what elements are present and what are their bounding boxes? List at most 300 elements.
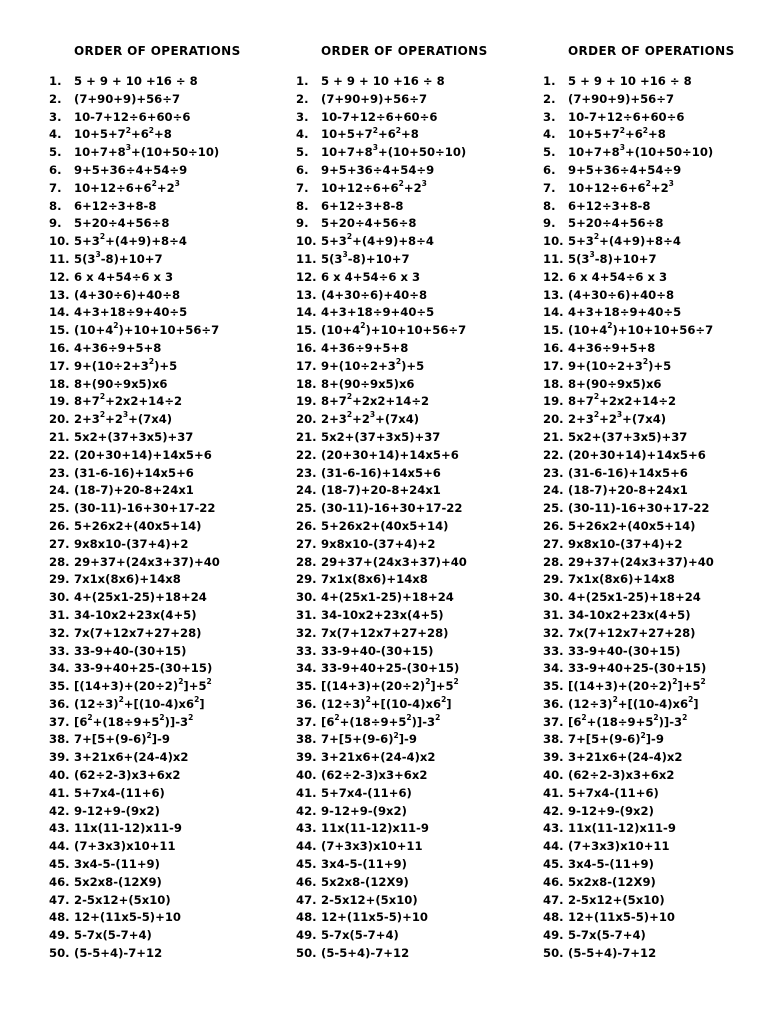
problem-item (543, 304, 714, 322)
problem-expression: $9+(10\div 2+3^2)+5$ (568, 356, 672, 373)
problem-item (543, 874, 714, 892)
problem-item (49, 233, 220, 251)
problem-number: 32. (543, 625, 564, 640)
problem-number: 14. (543, 305, 564, 320)
problem-expression: 8+(90÷9x5)x6 (321, 376, 415, 391)
problem-number: 3. (296, 109, 309, 124)
column-title: ORDER OF OPERATIONS (74, 44, 241, 58)
problem-expression: 5 + 9 + 10 +16 ÷ 8 (568, 74, 692, 88)
problem-expression: 2-5x12+(5x10) (321, 892, 418, 907)
problem-item (543, 767, 714, 785)
problem-expression: (7+90+9)+56÷7 (321, 91, 428, 106)
problem-expression: 5+26x2+(40x5+14) (74, 518, 202, 533)
problem-expression: 33-9+40-(30+15) (568, 643, 681, 658)
problem-expression: 33-9+40+25-(30+15) (321, 661, 460, 676)
problem-number: 42. (49, 803, 70, 818)
problem-item (296, 803, 467, 821)
problem-item (296, 927, 467, 945)
problem-expression: 7x1x(8x6)+14x8 (568, 572, 675, 587)
problem-expression: 7x(7+12x7+27+28) (321, 625, 449, 640)
problem-item (543, 856, 714, 874)
problem-number: 46. (543, 874, 564, 889)
problem-item (296, 109, 467, 127)
problem-expression: 5-7x(5-7+4) (74, 928, 152, 943)
problem-expression: (5-5+4)-7+12 (321, 946, 410, 961)
problem-item (543, 820, 714, 838)
column-title: ORDER OF OPERATIONS (321, 44, 488, 58)
problem-number: 44. (296, 839, 317, 854)
column-title: ORDER OF OPERATIONS (568, 44, 735, 58)
problem-item (49, 749, 220, 767)
problem-item (49, 767, 220, 785)
problem-number: 11. (49, 251, 70, 266)
problem-item (49, 215, 220, 233)
problem-number: 50. (543, 946, 564, 961)
problem-number: 45. (49, 857, 70, 872)
problem-number: 28. (543, 554, 564, 569)
problem-number: 30. (49, 590, 70, 605)
problem-item (543, 536, 714, 554)
problem-item (49, 625, 220, 643)
problem-expression: 9x8x10-(37+4)+2 (568, 536, 683, 551)
problem-number: 23. (296, 465, 317, 480)
problem-item (296, 856, 467, 874)
problem-number: 6. (296, 162, 309, 177)
problem-item (543, 589, 714, 607)
problem-item (296, 465, 467, 483)
problem-number: 23. (543, 465, 564, 480)
problem-item (543, 251, 714, 269)
problem-expression: 5+20÷4+56÷8 (568, 216, 664, 231)
problem-expression: (4+30÷6)+40÷8 (74, 287, 181, 302)
problem-number: 35. (296, 679, 317, 694)
problem-number: 38. (296, 732, 317, 747)
problem-number: 2. (49, 91, 62, 106)
problem-number: 24. (296, 483, 317, 498)
problem-item (543, 411, 714, 429)
problem-item (49, 269, 220, 287)
problem-number: 45. (296, 857, 317, 872)
problem-expression: 9x8x10-(37+4)+2 (74, 536, 189, 551)
problem-expression: $10+12\div 6+6^2+2^3$ (74, 178, 180, 195)
problem-expression: 12+(11x5-5)+10 (321, 910, 428, 925)
problem-number: 15. (543, 323, 564, 338)
problem-number: 4. (49, 127, 62, 142)
problem-expression: 10-7+12÷6+60÷6 (74, 109, 191, 124)
problem-item (543, 803, 714, 821)
problem-number: 48. (49, 910, 70, 925)
problem-item (296, 251, 467, 269)
problem-item (543, 198, 714, 216)
problem-expression: 5+7x4-(11+6) (568, 785, 659, 800)
problem-expression: 11x(11-12)x11-9 (74, 821, 182, 836)
problem-number: 50. (296, 946, 317, 961)
problem-item (543, 447, 714, 465)
problem-number: 11. (543, 251, 564, 266)
problem-item (49, 874, 220, 892)
problem-number: 13. (543, 287, 564, 302)
problem-item (296, 429, 467, 447)
problem-item (49, 447, 220, 465)
problem-item (543, 393, 714, 411)
problem-number: 34. (296, 661, 317, 676)
problem-item (49, 73, 220, 91)
problem-expression: 5+20÷4+56÷8 (321, 216, 417, 231)
problem-item (49, 892, 220, 910)
problem-item (296, 376, 467, 394)
problem-expression: (31-6-16)+14x5+6 (321, 465, 441, 480)
problem-number: 27. (49, 536, 70, 551)
problem-number: 49. (49, 928, 70, 943)
problem-number: 39. (543, 750, 564, 765)
problem-expression: 5x2x8-(12X9) (321, 874, 409, 889)
problem-item (49, 518, 220, 536)
problem-item (296, 287, 467, 305)
problem-expression: $(10+4^2)+10+10+56\div 7$ (321, 321, 467, 338)
problem-item (49, 109, 220, 127)
problem-item (543, 678, 714, 696)
problem-item (49, 322, 220, 340)
problem-item (543, 233, 714, 251)
problem-number: 15. (296, 323, 317, 338)
problem-item (49, 500, 220, 518)
problem-expression: 2-5x12+(5x10) (74, 892, 171, 907)
problem-number: 50. (49, 946, 70, 961)
problem-expression: 29+37+(24x3+37)+40 (568, 554, 714, 569)
problem-number: 46. (49, 874, 70, 889)
problem-item (49, 162, 220, 180)
problem-item (543, 927, 714, 945)
problem-item (543, 180, 714, 198)
problem-item (296, 393, 467, 411)
problem-expression: 9+5+36÷4+54÷9 (321, 162, 435, 177)
problem-expression: 12+(11x5-5)+10 (74, 910, 181, 925)
problem-number: 17. (543, 358, 564, 373)
problem-expression: 9-12+9-(9x2) (74, 803, 160, 818)
problem-number: 11. (296, 251, 317, 266)
problem-item (49, 945, 220, 963)
problem-item (49, 678, 220, 696)
problem-item (543, 945, 714, 963)
problem-expression: 6+12÷3+8-8 (321, 198, 404, 213)
problem-item (296, 73, 467, 91)
problem-expression: 7x(7+12x7+27+28) (74, 625, 202, 640)
problem-item (49, 144, 220, 162)
problem-number: 10. (296, 234, 317, 249)
problem-number: 28. (49, 554, 70, 569)
problem-number: 47. (296, 892, 317, 907)
problem-expression: 5x2+(37+3x5)+37 (74, 429, 194, 444)
problem-number: 4. (543, 127, 556, 142)
problem-number: 42. (296, 803, 317, 818)
problem-item (296, 518, 467, 536)
problem-number: 1. (49, 74, 62, 88)
problem-expression: 7x1x(8x6)+14x8 (74, 572, 181, 587)
problem-number: 43. (49, 821, 70, 836)
problem-list (49, 73, 220, 963)
problem-number: 18. (49, 376, 70, 391)
problem-number: 6. (49, 162, 62, 177)
problem-expression: 10-7+12÷6+60÷6 (568, 109, 685, 124)
problem-expression: $5+3^2+(4+9)+8\div 4$ (568, 232, 681, 249)
problem-item (296, 144, 467, 162)
problem-number: 42. (543, 803, 564, 818)
problem-item (296, 340, 467, 358)
problem-item (49, 482, 220, 500)
problem-number: 24. (543, 483, 564, 498)
problem-number: 37. (543, 714, 564, 729)
problem-expression: $2+3^2+2^3+(7x4)$ (321, 410, 420, 427)
problem-number: 26. (296, 518, 317, 533)
problem-item (49, 304, 220, 322)
problem-expression: 6 x 4+54÷6 x 3 (568, 269, 668, 284)
problem-item (49, 696, 220, 714)
problem-expression: $10+7+8^3+(10+50\div 10)$ (74, 143, 220, 160)
problem-expression: 7x1x(8x6)+14x8 (321, 572, 428, 587)
problem-number: 28. (296, 554, 317, 569)
problem-number: 9. (49, 216, 62, 231)
problem-item (49, 554, 220, 572)
problem-expression: 9x8x10-(37+4)+2 (321, 536, 436, 551)
problem-item (296, 643, 467, 661)
problem-expression: (7+3x3)x10+11 (568, 839, 670, 854)
problem-number: 13. (49, 287, 70, 302)
problem-item (543, 785, 714, 803)
problem-expression: (4+30÷6)+40÷8 (568, 287, 675, 302)
problem-item (543, 73, 714, 91)
problem-number: 7. (49, 180, 62, 195)
problem-number: 16. (296, 340, 317, 355)
problem-number: 14. (49, 305, 70, 320)
problem-expression: 11x(11-12)x11-9 (321, 821, 429, 836)
problem-item (296, 909, 467, 927)
problem-number: 29. (543, 572, 564, 587)
problem-item (296, 126, 467, 144)
problem-expression: $8+7^2+2x2+14\div 2$ (321, 392, 430, 409)
problem-number: 5. (296, 145, 309, 160)
problem-number: 38. (543, 732, 564, 747)
problem-item (296, 749, 467, 767)
problem-expression: 29+37+(24x3+37)+40 (74, 554, 220, 569)
problem-expression: $(12\div 3)^2+[(10-4)x6^2]$ (74, 695, 205, 711)
problem-number: 31. (49, 607, 70, 622)
problem-item (543, 162, 714, 180)
problem-item (296, 589, 467, 607)
problem-expression: 9-12+9-(9x2) (321, 803, 407, 818)
problem-item (296, 731, 467, 749)
problem-expression: 5-7x(5-7+4) (321, 928, 399, 943)
problem-expression: (62÷2-3)x3+6x2 (568, 768, 675, 783)
problem-item (49, 411, 220, 429)
problem-expression: $2+3^2+2^3+(7x4)$ (74, 410, 173, 427)
problem-expression: $5+3^2+(4+9)+8\div 4$ (74, 232, 187, 249)
problem-number: 30. (543, 590, 564, 605)
problem-number: 41. (296, 785, 317, 800)
problem-item (49, 91, 220, 109)
problem-item (543, 554, 714, 572)
problem-item (296, 162, 467, 180)
problem-number: 27. (296, 536, 317, 551)
problem-number: 21. (543, 429, 564, 444)
problem-item (543, 482, 714, 500)
problem-expression: (20+30+14)+14x5+6 (74, 447, 212, 462)
problem-item (296, 198, 467, 216)
problem-item (543, 909, 714, 927)
problem-item (49, 376, 220, 394)
problem-item (49, 180, 220, 198)
problem-number: 45. (543, 857, 564, 872)
problem-item (296, 571, 467, 589)
problem-number: 30. (296, 590, 317, 605)
problem-expression: 34-10x2+23x(4+5) (74, 607, 197, 622)
problem-item (296, 678, 467, 696)
problem-expression: 4+36÷9+5+8 (568, 340, 656, 355)
problem-number: 12. (49, 269, 70, 284)
problem-number: 3. (543, 109, 556, 124)
problem-number: 29. (49, 572, 70, 587)
problem-number: 40. (49, 768, 70, 783)
problem-item (49, 838, 220, 856)
problem-expression: 8+(90÷9x5)x6 (568, 376, 662, 391)
problem-expression: $10+5+7^2+6^2+8$ (321, 125, 419, 142)
problem-number: 39. (49, 750, 70, 765)
problem-expression: $[6^2+(18\div 9+5^2)]-3^2$ (74, 712, 194, 729)
problem-expression: $10+5+7^2+6^2+8$ (568, 125, 666, 142)
problem-number: 33. (296, 643, 317, 658)
problem-expression: $10+7+8^3+(10+50\div 10)$ (321, 143, 467, 160)
problem-expression: (62÷2-3)x3+6x2 (321, 768, 428, 783)
problem-item (49, 251, 220, 269)
problem-number: 7. (296, 180, 309, 195)
problem-number: 40. (543, 768, 564, 783)
problem-item (296, 714, 467, 732)
problem-expression: 5x2+(37+3x5)+37 (321, 429, 441, 444)
problem-number: 7. (543, 180, 556, 195)
problem-expression: 9+5+36÷4+54÷9 (74, 162, 188, 177)
problem-expression: 6 x 4+54÷6 x 3 (321, 269, 421, 284)
problem-number: 15. (49, 323, 70, 338)
problem-item (49, 571, 220, 589)
problem-expression: $5(3^3-8)+10+7$ (321, 250, 410, 266)
problem-number: 36. (543, 696, 564, 711)
problem-expression: 5 + 9 + 10 +16 ÷ 8 (321, 74, 445, 88)
problem-item (296, 358, 467, 376)
problem-item (543, 465, 714, 483)
problem-item (49, 358, 220, 376)
problem-expression: 33-9+40+25-(30+15) (568, 661, 707, 676)
problem-expression: $(10+4^2)+10+10+56\div 7$ (568, 321, 714, 338)
problem-expression: 12+(11x5-5)+10 (568, 910, 675, 925)
problem-number: 33. (49, 643, 70, 658)
problem-expression: 3x4-5-(11+9) (321, 857, 407, 872)
problem-expression: $10+12\div 6+6^2+2^3$ (568, 178, 674, 195)
problem-number: 43. (296, 821, 317, 836)
problem-expression: 6+12÷3+8-8 (568, 198, 651, 213)
problem-item (296, 874, 467, 892)
problem-expression: 3x4-5-(11+9) (568, 857, 654, 872)
problem-item (49, 660, 220, 678)
problem-number: 46. (296, 874, 317, 889)
problem-expression: $10+12\div 6+6^2+2^3$ (321, 178, 427, 195)
problem-item (296, 215, 467, 233)
problem-item (543, 287, 714, 305)
problem-expression: (5-5+4)-7+12 (568, 946, 657, 961)
problem-number: 26. (49, 518, 70, 533)
problem-number: 5. (49, 145, 62, 160)
problem-expression: (18-7)+20-8+24x1 (74, 483, 194, 498)
problem-number: 26. (543, 518, 564, 533)
problem-item (543, 269, 714, 287)
problem-number: 2. (296, 91, 309, 106)
problem-number: 49. (296, 928, 317, 943)
problem-item (296, 536, 467, 554)
problem-expression: 5+7x4-(11+6) (74, 785, 165, 800)
problem-expression: 5x2x8-(12X9) (74, 874, 162, 889)
problem-expression: 5-7x(5-7+4) (568, 928, 646, 943)
problem-number: 8. (49, 198, 62, 213)
problem-number: 22. (296, 447, 317, 462)
problem-expression: $7+[5+(9-6)^2]-9$ (321, 730, 417, 747)
problem-number: 40. (296, 768, 317, 783)
problem-expression: (62÷2-3)x3+6x2 (74, 768, 181, 783)
problem-number: 49. (543, 928, 564, 943)
problem-expression: $5(3^3-8)+10+7$ (74, 250, 163, 266)
problem-number: 17. (296, 358, 317, 373)
problem-item (296, 322, 467, 340)
problem-item (543, 358, 714, 376)
problem-item (296, 482, 467, 500)
problem-item (543, 109, 714, 127)
problem-item (296, 767, 467, 785)
problem-item (49, 198, 220, 216)
problem-number: 36. (296, 696, 317, 711)
problem-item (543, 429, 714, 447)
problem-expression: (7+90+9)+56÷7 (568, 91, 675, 106)
problem-expression: 4+3+18÷9+40÷5 (568, 305, 682, 320)
problem-number: 9. (296, 216, 309, 231)
problem-item (543, 500, 714, 518)
problem-item (296, 304, 467, 322)
problem-number: 16. (543, 340, 564, 355)
problem-item (296, 607, 467, 625)
problem-number: 41. (543, 785, 564, 800)
problem-number: 31. (543, 607, 564, 622)
problem-item (49, 731, 220, 749)
problem-item (543, 838, 714, 856)
problem-item (49, 465, 220, 483)
problem-expression: $8+7^2+2x2+14\div 2$ (74, 392, 183, 409)
problem-expression: (31-6-16)+14x5+6 (568, 465, 688, 480)
problem-number: 2. (543, 91, 556, 106)
problem-expression: 6 x 4+54÷6 x 3 (74, 269, 174, 284)
problem-item (543, 625, 714, 643)
problem-number: 27. (543, 536, 564, 551)
problem-expression: 8+(90÷9x5)x6 (74, 376, 168, 391)
problem-number: 35. (49, 679, 70, 694)
problem-expression: 5x2+(37+3x5)+37 (568, 429, 688, 444)
problem-number: 38. (49, 732, 70, 747)
problem-expression: 7x(7+12x7+27+28) (568, 625, 696, 640)
problem-number: 44. (49, 839, 70, 854)
problem-expression: (7+3x3)x10+11 (74, 839, 176, 854)
problem-number: 9. (543, 216, 556, 231)
problem-expression: 4+36÷9+5+8 (321, 340, 409, 355)
problem-number: 24. (49, 483, 70, 498)
problem-number: 47. (543, 892, 564, 907)
problem-expression: (31-6-16)+14x5+6 (74, 465, 194, 480)
problem-expression: 2-5x12+(5x10) (568, 892, 665, 907)
problem-number: 33. (543, 643, 564, 658)
